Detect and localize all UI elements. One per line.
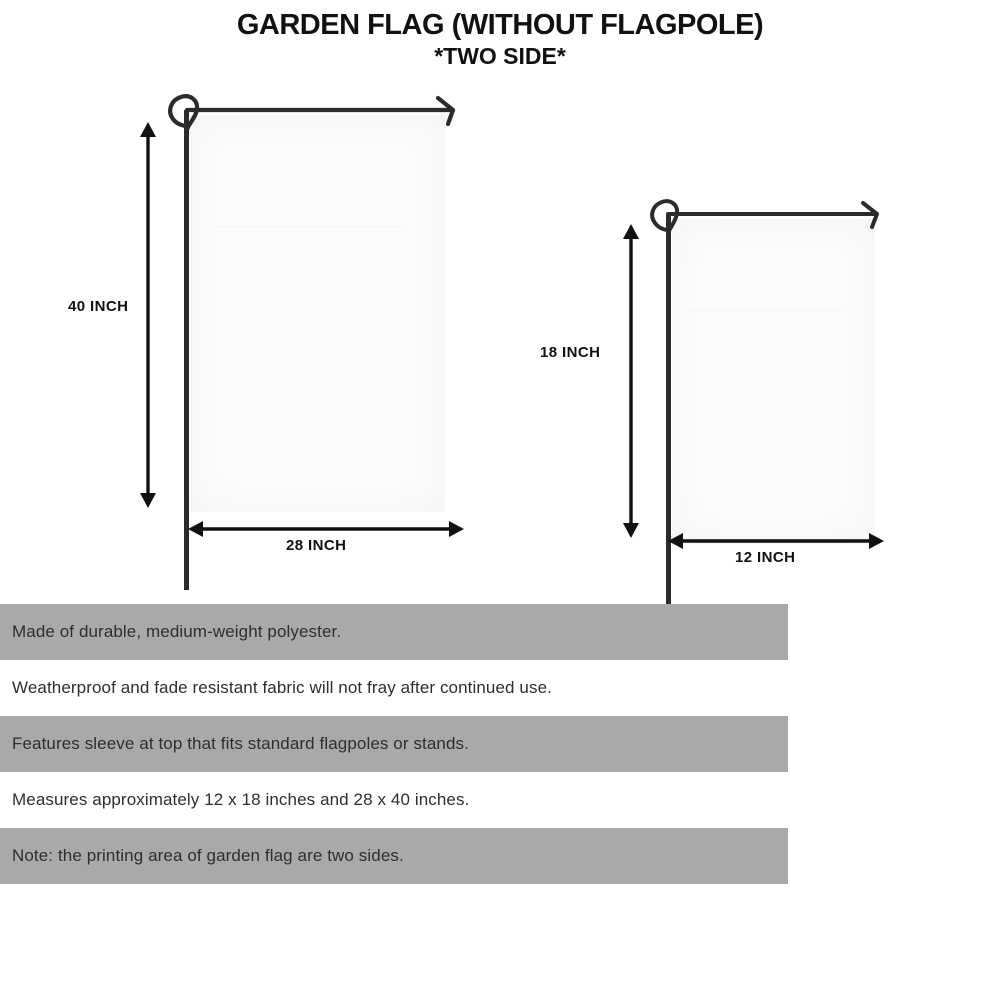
small-flag-cloth: [672, 219, 875, 544]
large-flag-cloth: [190, 115, 445, 512]
feature-text: Made of durable, medium-weight polyester.: [12, 622, 342, 641]
list-item: [0, 716, 788, 772]
small-flag-height-label: 18 INCH: [540, 344, 601, 361]
list-item: [0, 660, 768, 716]
feature-list: [0, 604, 788, 884]
large-flag-pole-hook-icon: [140, 86, 480, 136]
small-flag-height-arrow: [616, 222, 646, 540]
small-flag-pole-hook-icon: [624, 192, 896, 238]
feature-text: Measures approximately 12 x 18 inches and 28 x 40 inches.: [12, 790, 470, 809]
title-primary: GARDEN FLAG (WITHOUT FLAGPOLE): [236, 9, 764, 41]
feature-text: Note: the printing area of garden flag are two sides.: [12, 846, 404, 865]
feature-text: Features sleeve at top that fits standard flagpoles or stands.: [12, 734, 469, 753]
list-item: [0, 828, 788, 884]
small-flag-width-label: 12 INCH: [735, 549, 796, 566]
large-flag-height-label: 40 INCH: [68, 298, 129, 315]
page-title: [0, 8, 1000, 70]
list-item: [0, 604, 788, 660]
title-secondary: *TWO SIDE*: [434, 43, 566, 69]
list-item: [0, 772, 768, 828]
large-flag-height-arrow: [133, 120, 163, 510]
large-flag-width-label: 28 INCH: [286, 537, 347, 554]
feature-text: Weatherproof and fade resistant fabric will not fray after continued use.: [12, 678, 552, 697]
